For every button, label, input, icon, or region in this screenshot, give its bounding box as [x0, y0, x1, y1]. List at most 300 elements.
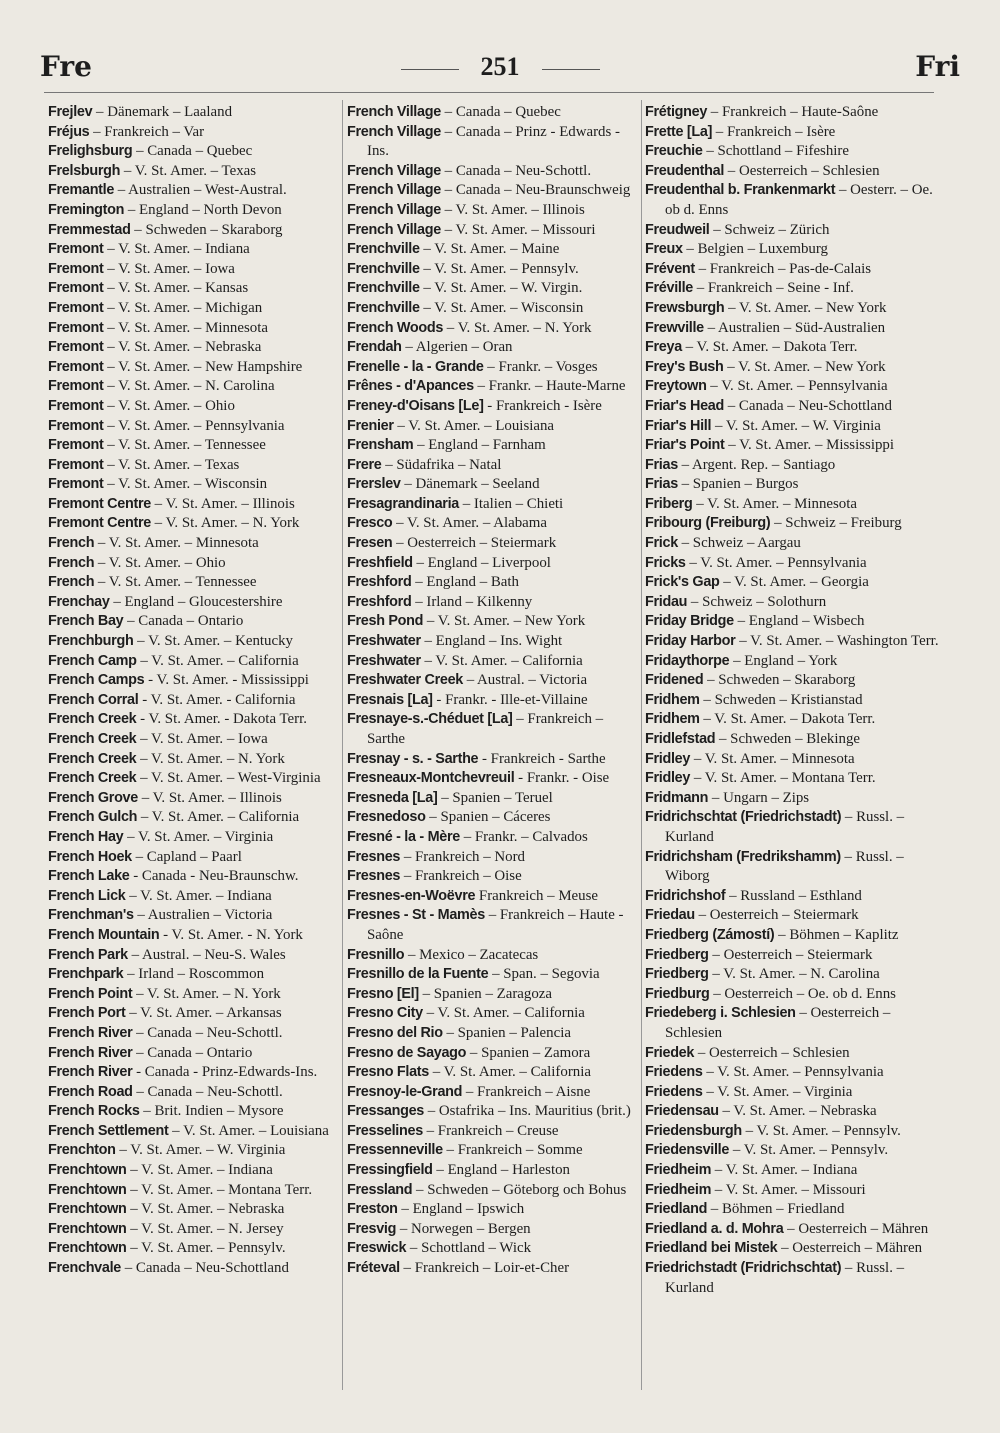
dictionary-entry — [347, 1063, 639, 1083]
entry-headword: Fresco — [347, 515, 393, 532]
dictionary-entry — [347, 985, 639, 1005]
dictionary-entry — [48, 240, 338, 260]
dictionary-entry — [48, 1200, 338, 1220]
entry-headword: Fremont Centre — [48, 515, 151, 532]
dictionary-entry — [347, 103, 639, 123]
entry-headword: Fréville — [645, 280, 693, 297]
dictionary-entry — [48, 632, 338, 652]
entry-location: – Frankreich – Oise — [400, 868, 522, 885]
entry-location: – Oesterreich – Steiermark — [694, 907, 859, 924]
dictionary-entry — [347, 1161, 639, 1181]
dictionary-entry — [347, 1181, 639, 1201]
dictionary-entry — [48, 221, 338, 241]
dictionary-entry — [347, 1200, 639, 1220]
entry-headword: Fresno [El] — [347, 985, 419, 1002]
entry-headword: French River — [48, 1024, 133, 1041]
entry-location: – Schottland – Wick — [406, 1240, 532, 1257]
entry-headword: Fressanges — [347, 1103, 424, 1120]
entry-headword: Fridmann — [645, 789, 709, 806]
dictionary-entry — [645, 985, 941, 1005]
dictionary-entry — [645, 123, 941, 143]
entry-location: – V. St. Amer. – Virginia — [123, 828, 274, 845]
entry-headword: Friedland bei Mistek — [645, 1240, 778, 1257]
dictionary-entry — [347, 652, 639, 672]
entry-headword: Frick — [645, 535, 678, 552]
dictionary-entry — [645, 808, 941, 847]
entry-headword: Fremont — [48, 437, 104, 454]
entry-headword: Friedheim — [645, 1162, 712, 1179]
entry-location: – V. St. Amer. – California — [420, 652, 583, 669]
entry-headword: Friedberg (Zámostí) — [645, 926, 775, 943]
entry-location: – Ostafrika – Ins. Mauritius (brit.) — [424, 1103, 631, 1120]
dictionary-entry — [347, 1220, 639, 1240]
entry-location: – V. St. Amer. – Virginia — [702, 1083, 853, 1100]
dictionary-entry — [645, 1102, 941, 1122]
entry-location: – V. St. Amer. – W. Virginia — [711, 417, 881, 434]
entry-location: – V. St. Amer. – Nebraska — [718, 1103, 877, 1120]
dictionary-entry — [347, 906, 639, 945]
entry-headword: Frenelle - la - Grande — [347, 358, 484, 375]
entry-location: – Austral. – Neu-S. Wales — [127, 946, 286, 963]
dictionary-entry — [48, 554, 338, 574]
entry-headword: Fresselines — [347, 1122, 423, 1139]
entry-headword: Fremont — [48, 319, 104, 336]
dictionary-entry — [645, 926, 941, 946]
entry-location: – V. St. Amer. – Indiana — [126, 1162, 273, 1179]
dictionary-entry — [645, 103, 941, 123]
entry-location: - Frankreich - Isère — [483, 397, 602, 414]
entry-location: – V. St. Amer. – Pennsylv. — [126, 1240, 286, 1257]
entry-location: – Frankreich – Aisne — [462, 1083, 591, 1100]
dictionary-entry — [347, 671, 639, 691]
dictionary-entry — [645, 554, 941, 574]
entry-headword: Fresnais [La] — [347, 691, 433, 708]
entry-headword: Freux — [645, 241, 683, 258]
dictionary-entry — [48, 377, 338, 397]
entry-location: – V. St. Amer. – Pennsylvania — [685, 554, 867, 571]
entry-location: – Algerien – Oran — [401, 339, 513, 356]
header-right-guideword: Fri — [915, 50, 960, 83]
entry-location: – V. St. Amer. – W. Virginia — [115, 1142, 286, 1159]
dictionary-entry — [48, 573, 338, 593]
dictionary-entry — [645, 1181, 941, 1201]
dictionary-entry — [48, 417, 338, 437]
entry-location: – Capland – Paarl — [131, 848, 242, 865]
entry-location: – V. St. Amer. – California — [137, 809, 300, 826]
entry-location: – Oesterreich – Steiermark — [708, 946, 873, 963]
entry-headword: Frenchtown — [48, 1220, 127, 1237]
entry-location: - Canada - Prinz-Edwards-Ins. — [132, 1064, 318, 1081]
entry-headword: French Corral — [48, 691, 139, 708]
entry-location: – V. St. Amer. – Pennsylv. — [729, 1142, 889, 1159]
entry-headword: Frenchburgh — [48, 633, 134, 650]
dictionary-entry — [347, 338, 639, 358]
entry-headword: Fremont — [48, 397, 104, 414]
dictionary-entry — [48, 1122, 338, 1142]
entry-headword: French Village — [347, 104, 441, 120]
entry-headword: Friedland — [645, 1201, 708, 1218]
dictionary-entry — [645, 573, 941, 593]
dictionary-entry — [48, 710, 338, 730]
column-divider — [641, 100, 642, 1390]
entry-location: – Canada – Neu-Schottl. — [132, 1083, 283, 1100]
dictionary-entry — [347, 534, 639, 554]
entry-location: – England – Liverpool — [412, 554, 551, 571]
entry-headword: Fremont — [48, 260, 104, 277]
entry-headword: Friar's Hill — [645, 417, 712, 434]
entry-location: – Canada – Ontario — [123, 613, 244, 630]
entry-headword: Friberg — [645, 495, 693, 512]
entry-location: – V. St. Amer. – Pennsylvania — [702, 1064, 884, 1081]
entry-headword: Fridlefstad — [645, 731, 716, 747]
dictionary-entry — [347, 358, 639, 378]
entry-headword: Frick's Gap — [645, 574, 720, 591]
entry-location: – V. St. Amer. – Minnesota — [692, 495, 857, 512]
entry-headword: Frenchville — [347, 280, 420, 297]
entry-headword: Friedau — [645, 907, 695, 924]
entry-location: - Frankreich - Sarthe — [478, 750, 606, 767]
entry-headword: Fridaythorpe — [645, 652, 730, 669]
entry-location: – Spanien – Zamora — [466, 1044, 591, 1061]
entry-headword: Friday Harbor — [645, 633, 736, 650]
entry-location: – Frankreich – Creuse — [422, 1122, 559, 1139]
entry-location: – V. St. Amer. – Missouri — [440, 221, 596, 238]
entry-headword: Freshford — [347, 574, 412, 591]
entry-headword: French — [48, 535, 95, 552]
entry-headword: French Lake — [48, 868, 130, 885]
entry-location: – V. St. Amer. – Maine — [419, 241, 560, 258]
entry-headword: Frenchtown — [48, 1162, 127, 1179]
entry-headword: Frenchville — [347, 299, 420, 316]
entry-location: – V. St. Amer. – New York — [723, 358, 886, 375]
entry-location: – Canada – Neu-Schottl. — [440, 162, 592, 179]
dictionary-entry — [48, 181, 338, 201]
entry-location: - V. St. Amer. - Dakota Terr. — [136, 711, 307, 728]
entry-location: – V. St. Amer. – Illinois — [150, 495, 295, 512]
entry-headword: Frewsburgh — [645, 299, 725, 316]
entry-headword: Fresno del Rio — [347, 1024, 443, 1041]
entry-location: Frankreich – Meuse — [475, 887, 599, 904]
entry-headword: Fremont — [48, 476, 104, 493]
dictionary-entry — [347, 848, 639, 868]
entry-headword: Friedrichstadt (Fridrichschtat) — [645, 1260, 842, 1277]
dictionary-entry — [48, 1259, 338, 1279]
entry-headword: French Port — [48, 1005, 126, 1022]
entry-location: – England – Ins. Wight — [420, 633, 563, 650]
entry-location: – Schweden – Skaraborg — [703, 672, 856, 689]
entry-headword: Freytown — [645, 378, 707, 395]
entry-headword: Frévent — [645, 260, 695, 277]
dictionary-entry — [48, 985, 338, 1005]
entry-location: – V. St. Amer. – N. York — [443, 319, 592, 336]
dictionary-entry — [48, 162, 338, 182]
dictionary-entry — [48, 1161, 338, 1181]
entry-headword: Friday Bridge — [645, 613, 734, 630]
dictionary-entry — [347, 514, 639, 534]
entry-location: – England – Ipswich — [397, 1201, 525, 1218]
entry-headword: French Mountain — [48, 926, 160, 943]
entry-headword: Friedeberg i. Schlesien — [645, 1005, 796, 1022]
entry-headword: French Park — [48, 946, 128, 963]
dictionary-entry — [48, 612, 338, 632]
dictionary-entry — [48, 789, 338, 809]
entry-headword: Fresnes - St - Mamès — [347, 907, 485, 924]
entry-location: – Frankr. – Vosges — [483, 358, 598, 375]
dictionary-entry — [347, 554, 639, 574]
entry-headword: Friedensburgh — [645, 1122, 742, 1139]
dictionary-entry — [645, 319, 941, 339]
entry-location: – Italien – Chieti — [458, 495, 564, 512]
header-rule — [44, 92, 934, 93]
entry-location: – V. St. Amer. – Indiana — [711, 1162, 858, 1179]
dictionary-entry — [347, 1083, 639, 1103]
entry-headword: French Grove — [48, 789, 138, 806]
entry-location: – Schottland – Fifeshire — [702, 143, 849, 160]
dictionary-entry — [48, 808, 338, 828]
entry-headword: Fresagrandinaria — [347, 495, 459, 512]
entry-headword: Fridhem — [645, 691, 700, 708]
entry-location: – V. St. Amer. – Arkansas — [125, 1005, 282, 1022]
entry-location: – Ungarn – Zips — [708, 789, 810, 806]
entry-headword: Frerslev — [347, 476, 401, 493]
dictionary-entry — [48, 1220, 338, 1240]
entry-headword: French Village — [347, 162, 441, 179]
dictionary-entry — [347, 436, 639, 456]
entry-location: – V. St. Amer. – Minnesota — [103, 319, 268, 336]
entry-location: – England – Bath — [411, 574, 519, 591]
dictionary-entry — [645, 514, 941, 534]
dictionary-entry — [48, 1141, 338, 1161]
entry-location: – V. St. Amer. – Ohio — [94, 554, 226, 571]
entry-location: – Dänemark – Laaland — [92, 104, 233, 120]
entry-headword: Frenchville — [347, 260, 420, 277]
entry-location: - Canada - Neu-Braunschw. — [129, 868, 299, 885]
dictionary-entry — [347, 1122, 639, 1142]
entry-headword: Fresnillo — [347, 946, 405, 963]
dictionary-entry — [347, 260, 639, 280]
dictionary-entry — [645, 1122, 941, 1142]
entry-headword: Fremont — [48, 280, 104, 297]
entry-location: – V. St. Amer. – N. York — [150, 515, 300, 532]
entry-location: – Russl. – Kurland — [665, 809, 905, 845]
entry-headword: Fridrichsham (Fredrikshamm) — [645, 848, 841, 865]
dictionary-entry — [48, 926, 338, 946]
entry-location: – Frankr. – Haute-Marne — [473, 378, 626, 395]
entry-headword: Freya — [645, 339, 682, 356]
entry-location: – Irland – Roscommon — [123, 966, 265, 983]
entry-headword: Friedland a. d. Mohra — [645, 1220, 784, 1237]
entry-location: – V. St. Amer. – Nebraska — [126, 1201, 285, 1218]
dictionary-entry — [347, 1141, 639, 1161]
dictionary-entry — [48, 730, 338, 750]
dictionary-entry — [48, 652, 338, 672]
entry-headword: Fremantle — [48, 182, 115, 199]
entry-location: – Spanien – Zaragoza — [418, 985, 552, 1002]
entry-headword: Frere — [347, 456, 382, 473]
entry-location: – V. St. Amer. – Pennsylv. — [419, 260, 579, 277]
entry-location: – Canada – Neu-Schottland — [121, 1260, 289, 1277]
entry-headword: Fresnay - s. - Sarthe — [347, 750, 479, 767]
entry-headword: Fresnedoso — [347, 809, 426, 826]
entry-headword: Frey's Bush — [645, 358, 724, 375]
entry-headword: French Village — [347, 182, 441, 199]
dictionary-entry — [48, 436, 338, 456]
dictionary-entry — [347, 279, 639, 299]
entry-headword: French Gulch — [48, 809, 138, 826]
entry-location: - Frankr. - Ille-et-Villaine — [432, 691, 588, 708]
dictionary-entry — [347, 1044, 639, 1064]
dictionary-entry — [347, 887, 639, 907]
entry-location: – Spanien – Teruel — [437, 789, 553, 806]
dictionary-entry — [48, 397, 338, 417]
entry-headword: Frenier — [347, 417, 394, 434]
dictionary-entry — [48, 1024, 338, 1044]
entry-headword: French Road — [48, 1083, 133, 1100]
entry-headword: Fresnillo de la Fuente — [347, 966, 489, 983]
entry-headword: Frendah — [347, 339, 402, 356]
dictionary-entry — [645, 593, 941, 613]
entry-location: – V. St. Amer. – Texas — [103, 456, 240, 473]
entry-headword: French Bay — [48, 613, 124, 630]
entry-location: – Oesterr. – Oe. ob d. Enns — [665, 182, 933, 218]
entry-headword: French Village — [347, 221, 441, 238]
entry-headword: Fressland — [347, 1181, 413, 1198]
dictionary-entry — [645, 495, 941, 515]
dictionary-entry — [347, 710, 639, 749]
entry-headword: Fresneda [La] — [347, 789, 438, 806]
entry-location: – V. St. Amer. – Nebraska — [103, 339, 262, 356]
entry-headword: Freudenthal b. Frankenmarkt — [645, 182, 836, 199]
entry-headword: French Creek — [48, 750, 137, 767]
entry-headword: Frenchton — [48, 1142, 116, 1159]
dictionary-entry — [48, 123, 338, 143]
entry-location: – V. St. Amer. – Mississippi — [724, 437, 894, 454]
entry-location: – Spanien – Palencia — [442, 1024, 571, 1041]
entry-headword: Friedek — [645, 1044, 695, 1061]
dictionary-entry — [645, 906, 941, 926]
dictionary-entry — [48, 260, 338, 280]
dictionary-entry — [645, 338, 941, 358]
entry-location: – V. St. Amer. – Pennsylvania — [706, 378, 888, 395]
dictionary-entry — [645, 1239, 941, 1259]
entry-location: – Oesterreich – Schlesien — [665, 1005, 891, 1041]
entry-headword: French Camps — [48, 672, 145, 689]
entry-headword: French Creek — [48, 731, 137, 747]
entry-headword: Fridrichshof — [645, 887, 726, 904]
dictionary-entry — [347, 123, 639, 162]
dictionary-entry — [347, 612, 639, 632]
entry-headword: French Hoek — [48, 848, 132, 865]
entry-headword: Fréteval — [347, 1260, 400, 1277]
entry-location: – V. St. Amer. – Louisiana — [168, 1122, 329, 1139]
entry-location: – V. St. Amer. – N. Jersey — [126, 1220, 284, 1237]
entry-location: – Schweden – Göteborg och Bohus — [412, 1181, 627, 1198]
entry-headword: Frias — [645, 476, 678, 493]
entry-location: – Canada – Ontario — [132, 1044, 253, 1061]
entry-headword: Fresnoy-le-Grand — [347, 1083, 463, 1100]
entry-location: – Schweiz – Aargau — [677, 535, 801, 552]
entry-location: – Frankr. – Calvados — [459, 828, 588, 845]
entry-location: – Austral. – Victoria — [462, 672, 588, 689]
entry-headword: French Settlement — [48, 1122, 169, 1139]
header-left-guideword: Fre — [40, 50, 92, 83]
entry-headword: Frewville — [645, 319, 704, 336]
entry-location: – V. St. Amer. – New Hampshire — [103, 358, 303, 375]
entry-headword: French Point — [48, 985, 133, 1002]
dictionary-entry — [645, 671, 941, 691]
dictionary-entry — [48, 906, 338, 926]
dictionary-entry — [645, 652, 941, 672]
page-number: 251 — [480, 52, 520, 81]
entry-location: – Brit. Indien – Mysore — [139, 1103, 284, 1120]
dictionary-entry — [48, 848, 338, 868]
entry-headword: Fremont — [48, 241, 104, 258]
entry-headword: Frelighsburg — [48, 143, 133, 160]
dictionary-entry — [347, 632, 639, 652]
dictionary-entry — [645, 710, 941, 730]
dictionary-entry — [347, 593, 639, 613]
dictionary-entry — [645, 789, 941, 809]
entry-headword: Fresnaye-s.-Chéduet [La] — [347, 711, 513, 728]
dictionary-entry — [645, 1141, 941, 1161]
entry-location: – Norwegen – Bergen — [396, 1220, 531, 1237]
dictionary-entry — [48, 828, 338, 848]
entry-headword: Fresno Flats — [347, 1064, 429, 1081]
entry-location: – V. St. Amer. – Alabama — [392, 515, 547, 532]
entry-headword: Fresnes — [347, 848, 401, 865]
entry-location: – V. St. Amer. – California — [428, 1064, 591, 1081]
entry-location: – Span. – Segovia — [488, 966, 600, 983]
entry-headword: Frensham — [347, 437, 414, 454]
dictionary-entry — [645, 417, 941, 437]
dictionary-entry — [347, 789, 639, 809]
dictionary-entry — [645, 534, 941, 554]
dictionary-entry — [645, 181, 941, 220]
entry-headword: French Creek — [48, 770, 137, 787]
entry-headword: French Rocks — [48, 1103, 140, 1120]
dictionary-entry — [645, 965, 941, 985]
entry-headword: Freswick — [347, 1240, 407, 1257]
dictionary-entry — [48, 1181, 338, 1201]
entry-headword: Fridhem — [645, 711, 700, 728]
entry-headword: Frette [La] — [645, 123, 713, 140]
dictionary-entry — [645, 1063, 941, 1083]
entry-location: – England – Farnham — [413, 437, 546, 454]
dictionary-entry — [645, 456, 941, 476]
entry-headword: Friedheim — [645, 1181, 712, 1198]
dictionary-entry — [645, 1161, 941, 1181]
entry-headword: French Village — [347, 123, 441, 140]
dictionary-entry — [645, 1044, 941, 1064]
entry-headword: French Woods — [347, 319, 444, 336]
entry-location: – V. St. Amer. – West-Virginia — [136, 770, 321, 787]
dictionary-entry — [347, 965, 639, 985]
dictionary-entry — [48, 358, 338, 378]
entry-location: – V. St. Amer. – Ohio — [103, 397, 235, 414]
entry-headword: Frenchay — [48, 593, 110, 610]
entry-headword: French — [48, 574, 95, 591]
entry-headword: Friar's Head — [645, 397, 725, 414]
dictionary-entry — [48, 691, 338, 711]
entry-location: – Oesterreich – Oe. ob d. Enns — [709, 985, 896, 1002]
entry-headword: Freshfield — [347, 554, 413, 571]
entry-location: – Irland – Kilkenny — [411, 593, 533, 610]
entry-location: – V. St. Amer. – Minnesota — [690, 750, 855, 767]
entry-location: – Oesterreich – Schlesien — [724, 162, 880, 179]
page-number-row — [0, 52, 1000, 82]
entry-headword: Fremont — [48, 358, 104, 375]
dictionary-entry — [645, 1083, 941, 1103]
